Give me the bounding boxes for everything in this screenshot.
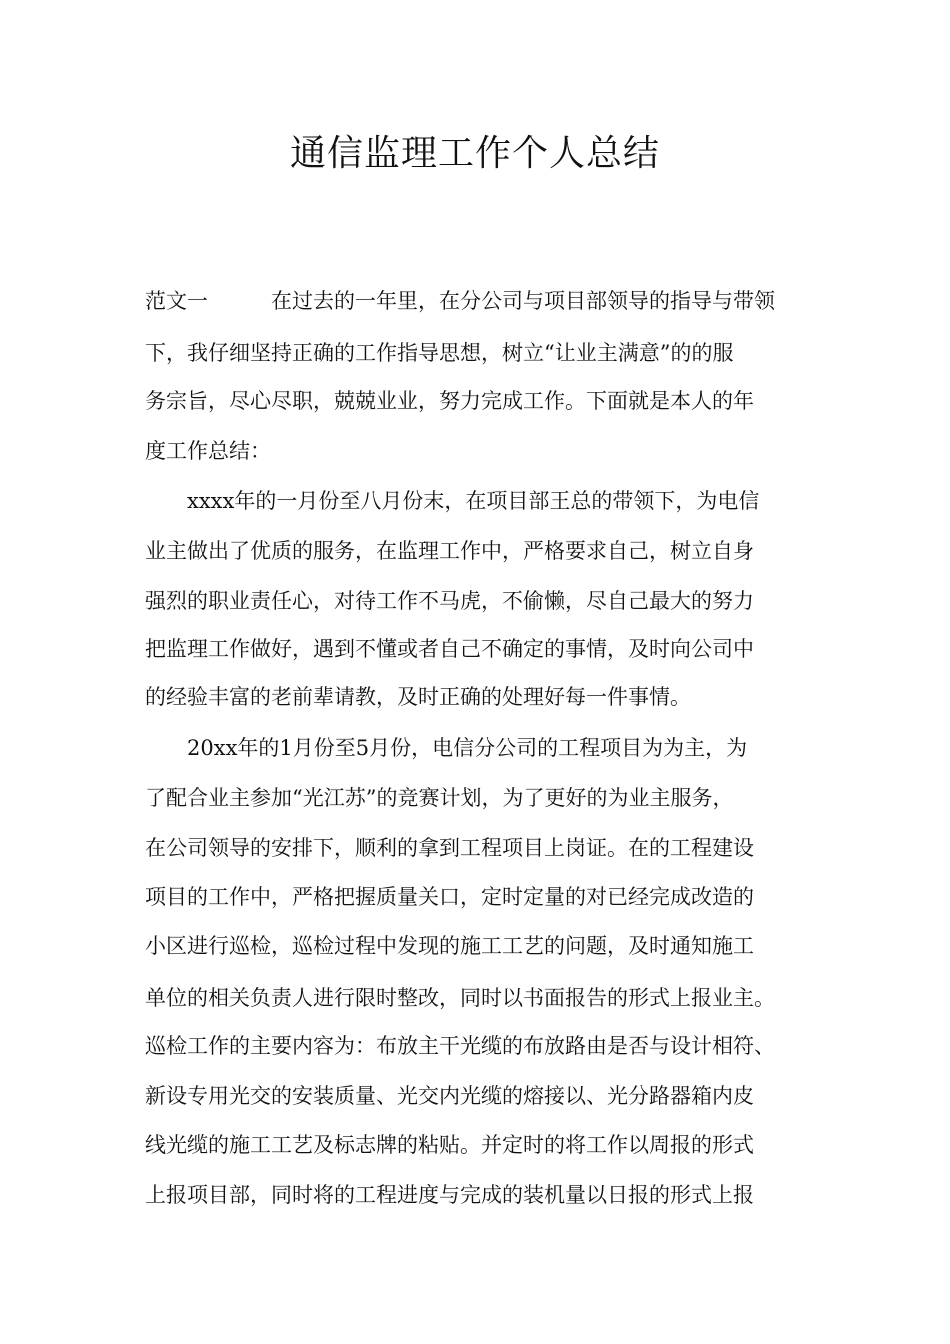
document-title: 通信监理工作个人总结 — [289, 133, 660, 174]
body-line: 线光缆的施工工艺及标志牌的粘贴。并定时的将工作以周报的形式 — [145, 1133, 754, 1157]
body-line: xxxx年的一月份至八月份末，在项目部王总的带领下，为电信 — [145, 489, 760, 513]
body-line: 务宗旨，尽心尽职，兢兢业业，努力完成工作。下面就是本人的年 — [145, 389, 754, 413]
body-line: 强烈的职业责任心，对待工作不马虎，不偷懒，尽自己最大的努力 — [145, 589, 754, 613]
body-line: 新设专用光交的安装质量、光交内光缆的熔接以、光分路器箱内皮 — [145, 1084, 754, 1108]
body-line: 在公司领导的安排下，顺利的拿到工程项目上岗证。在的工程建设 — [145, 836, 754, 860]
body-line: 了配合业主参加“光江苏”的竞赛计划，为了更好的为业主服务， — [145, 786, 734, 810]
body-line: 小区进行巡检，巡检过程中发现的施工工艺的问题，及时通知施工 — [145, 934, 754, 958]
body-line: 的经验丰富的老前辈请教，及时正确的处理好每一件事情。 — [145, 685, 691, 709]
body-line: 业主做出了优质的服务，在监理工作中，严格要求自己，树立自身 — [145, 539, 754, 563]
body-line: 巡检工作的主要内容为：布放主干光缆的布放路由是否与设计相符、 — [145, 1034, 775, 1058]
body-line: 20xx年的1月份至5月份，电信分公司的工程项目为为主，为 — [145, 736, 748, 760]
body-line: 把监理工作做好，遇到不懂或者自己不确定的事情，及时向公司中 — [145, 637, 754, 661]
body-line: 度工作总结： — [145, 439, 271, 463]
body-line: 上报项目部，同时将的工程进度与完成的装机量以日报的形式上报 — [145, 1183, 754, 1207]
body-line: 项目的工作中，严格把握质量关口，定时定量的对已经完成改造的 — [145, 885, 754, 909]
body-line: 单位的相关负责人进行限时整改，同时以书面报告的形式上报业主。 — [145, 986, 775, 1010]
body-line: 下，我仔细坚持正确的工作指导思想，树立“让业主满意”的的服 — [145, 341, 734, 365]
body-line: 范文一 在过去的一年里，在分公司与项目部领导的指导与带领 — [145, 289, 775, 313]
